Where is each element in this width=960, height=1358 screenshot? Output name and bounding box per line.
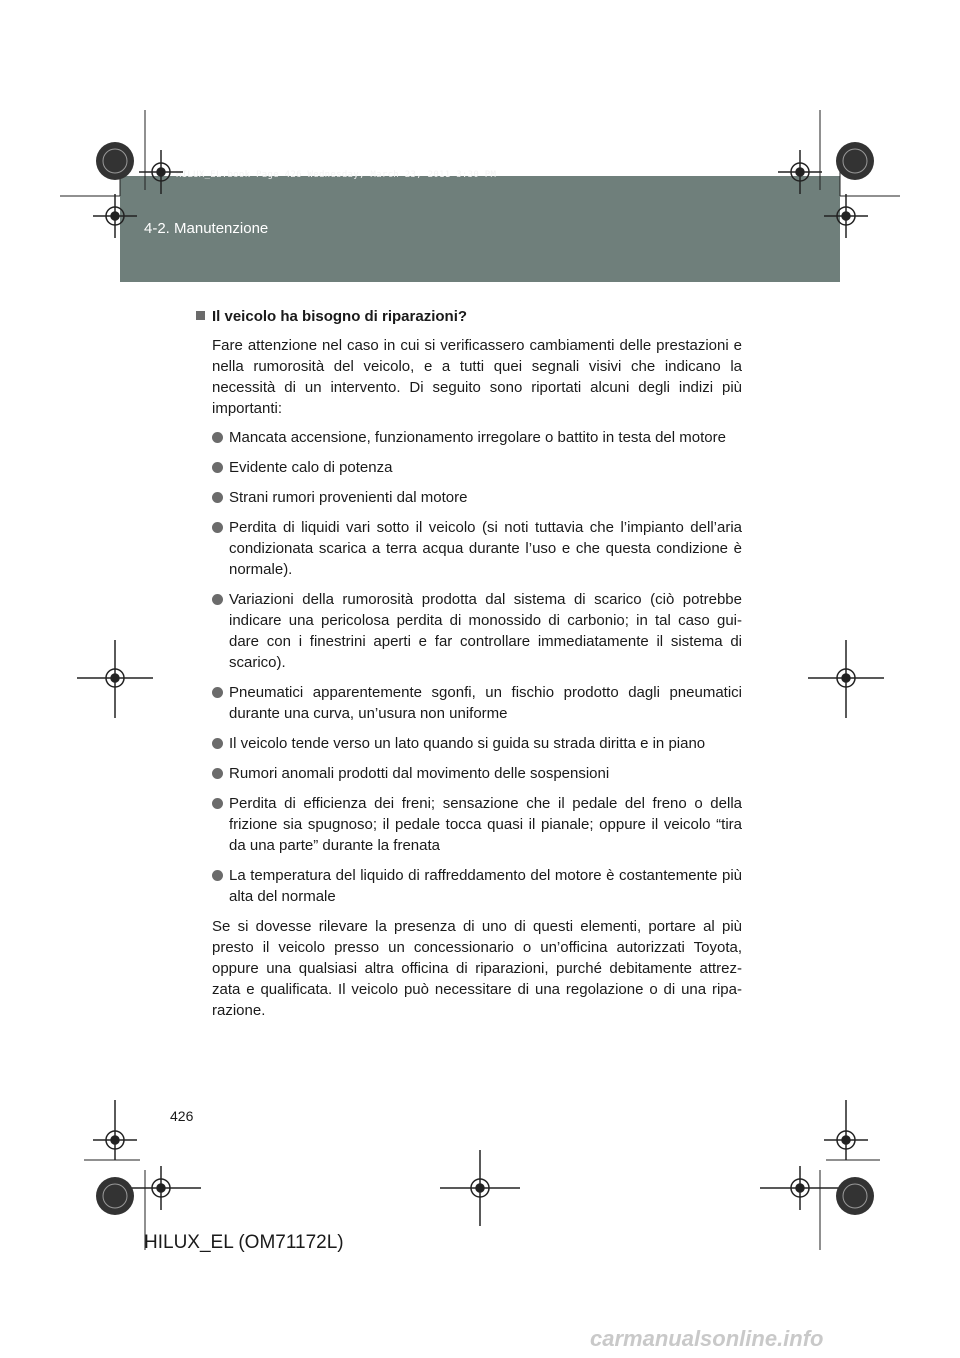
bullet-icon xyxy=(212,798,223,809)
square-bullet-icon xyxy=(196,311,205,320)
list-item: Pneumatici apparentemente sgonfi, un fischio prodotto dagli pneumatici durante una curva, un’usura non uniforme xyxy=(212,682,742,724)
bullet-icon xyxy=(212,492,223,503)
bullet-icon xyxy=(212,687,223,698)
closing-paragraph: Se si dovesse rilevare la presenza di uno di questi elementi, portare al più presto il veicolo presso un concessionario o un’officina autorizzati Toyota, oppure una qualsiasi altra officina di riparazioni, purché debitamente attrez- zata e qualificata. Il veicolo può necessitare di una regolazione o di una ripa- razione. xyxy=(212,918,742,1019)
bullet-icon xyxy=(212,594,223,605)
section-heading xyxy=(196,308,742,325)
bullet-icon xyxy=(212,738,223,749)
document-code: HILUX_EL (OM71172L) xyxy=(144,1232,344,1253)
symptom-list xyxy=(212,427,742,907)
list-item: Perdita di efficienza dei freni; sensazione che il pedale del freno o della frizione sia spugnoso; il pedale tocca quasi il pianale; oppure il veicolo “tira da una parte” durante la frenata xyxy=(212,793,742,856)
heading-text: Il veicolo ha bisogno di riparazioni? xyxy=(212,308,468,325)
bullet-icon xyxy=(212,522,223,533)
bullet-icon xyxy=(212,870,223,881)
section-label: 4-2. Manutenzione xyxy=(144,220,269,237)
bullet-icon xyxy=(212,768,223,779)
list-item: Il veicolo tende verso un lato quando si guida su strada diritta e in piano xyxy=(212,733,742,754)
list-item: Evidente calo di potenza xyxy=(212,457,742,478)
watermark: carmanualsonline.info xyxy=(590,1326,824,1351)
bullet-icon xyxy=(212,432,223,443)
content-area xyxy=(212,308,742,1021)
intro-paragraph: Fare attenzione nel caso in cui si verificassero cambiamenti delle prestazioni e nella rumorosità del veicolo, e a tutti quei segnali visivi che indicano la necessità di un intervento. Di seguito sono riportati alcuni degli indizi più importanti: xyxy=(212,337,742,417)
list-item: Variazioni della rumorosità prodotta dal sistema di scarico (ciò potrebbe indicare una pericolosa perdita di monossido di carbonio; in tal caso gui- dare con i finestrini aperti e far controllare immediatamente il sistema di scarico). xyxy=(212,589,742,673)
list-item: Rumori anomali prodotti dal movimento delle sospensioni xyxy=(212,763,742,784)
page-number: 426 xyxy=(170,1108,194,1124)
list-item: Perdita di liquidi vari sotto il veicolo (si noti tuttavia che l’impianto dell’aria condizionata scarica a terra acqua durante l’uso e che questa condizione è normale). xyxy=(212,517,742,580)
list-item: Mancata accensione, funzionamento irregolare o battito in testa del motore xyxy=(212,427,742,448)
list-item: La temperatura del liquido di raffreddamento del motore è costantemente più alta del normale xyxy=(212,865,742,907)
bullet-icon xyxy=(212,462,223,473)
list-item: Strani rumori provenienti dal motore xyxy=(212,487,742,508)
book-stamp: HILUX_EL.book Page 426 Wednesday, March 23, 2011 3:30 PM xyxy=(176,170,497,180)
